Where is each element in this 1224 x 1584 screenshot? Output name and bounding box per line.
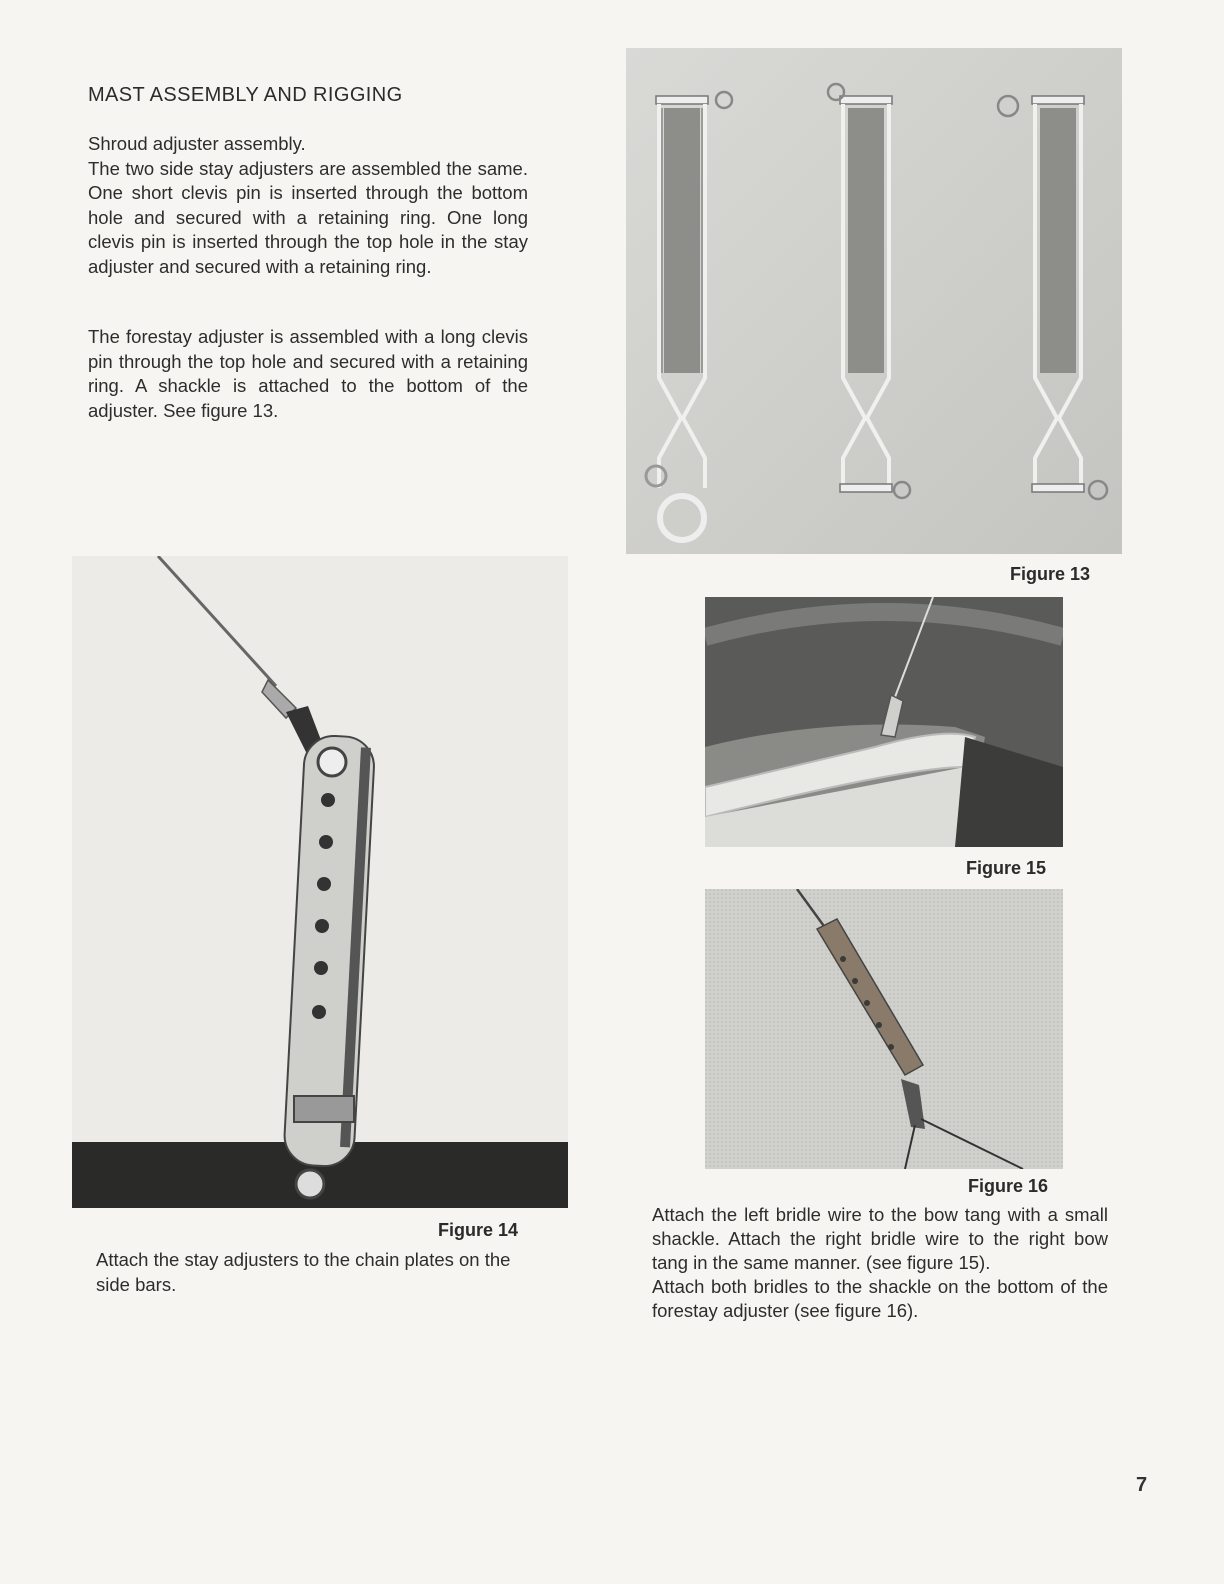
bridle-paragraph-1: Attach the left bridle wire to the bow tang with a small shackle. Attach the right bridle wire to the right bow tang in the same manner. (see figure 15). — [652, 1204, 1108, 1273]
bridle-instructions — [652, 1203, 1108, 1323]
intro-paragraph-2: The forestay adjuster is assembled with a long clevis pin through the top hole and secured with a retaining ring. A shackle is attached to the bottom of the adjuster. See figure 13. — [88, 326, 528, 421]
page-number: 7 — [1136, 1474, 1148, 1496]
stay-adjuster-instruction: Attach the stay adjusters to the chain plates on the side bars. — [96, 1249, 511, 1295]
figure-16-label: Figure 16 — [968, 1176, 1049, 1196]
figure-16-photo — [705, 889, 1063, 1169]
figure-13-photo — [626, 48, 1122, 554]
figure-13-label: Figure 13 — [1010, 564, 1091, 584]
figure-15-photo — [705, 597, 1063, 847]
figure-14-text — [96, 1248, 536, 1297]
intro-paragraph-1: The two side stay adjusters are assembled the same. One short clevis pin is inserted through the bottom hole and secured with a retaining ring. One long clevis pin is inserted through the top hole in the stay adjuster and secured with a retaining ring. — [88, 157, 528, 277]
page-title: MAST ASSEMBLY AND RIGGING — [88, 84, 403, 106]
intro-subtitle: Shroud adjuster assembly. — [88, 133, 306, 154]
figure-14-photo — [72, 556, 568, 1208]
forestay-section — [88, 325, 528, 423]
intro-section — [88, 132, 528, 279]
figure-14-label: Figure 14 — [438, 1220, 519, 1240]
figure-15-label: Figure 15 — [966, 858, 1047, 878]
bridle-paragraph-2: Attach both bridles to the shackle on the bottom of the forestay adjuster (see figure 16). — [652, 1276, 1108, 1321]
